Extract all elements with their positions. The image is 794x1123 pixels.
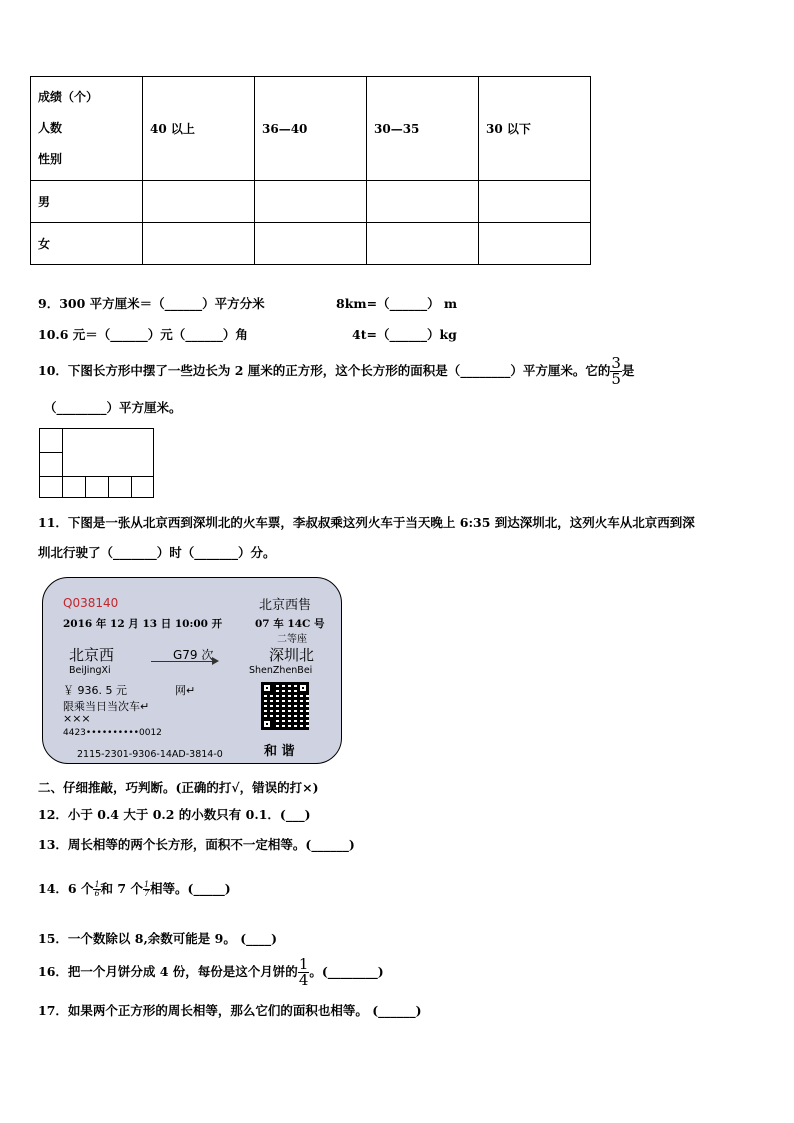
- column-header: 36—40: [255, 77, 367, 181]
- answer-blank[interactable]: ____: [246, 931, 272, 946]
- fraction: [610, 356, 622, 387]
- q9b-text: 10.6 元＝（: [38, 327, 111, 342]
- q14-text: ): [224, 881, 231, 896]
- q15-text: 15．一个数除以 8,余数可能是 9。 (: [38, 931, 247, 946]
- fraction-numerator: 1: [298, 955, 309, 973]
- ticket-office: 北京西售: [259, 598, 312, 613]
- fraction: [93, 881, 100, 898]
- question-16: [38, 957, 384, 988]
- header-line: 人数: [38, 121, 63, 135]
- q15-text: ): [271, 931, 278, 946]
- q9-text: 9．300 平方厘米＝（: [38, 296, 165, 311]
- square-cell: [108, 476, 132, 498]
- q9b-text: ）kg: [426, 327, 457, 342]
- column-header: 40 以上: [143, 77, 255, 181]
- answer-blank[interactable]: ______: [164, 296, 203, 311]
- question-13: [38, 835, 355, 853]
- fraction: [143, 881, 150, 898]
- ticket-passenger: ×××: [63, 712, 91, 725]
- question-10-line2: [44, 398, 182, 416]
- question-14: [38, 879, 231, 898]
- answer-blank[interactable]: _____: [193, 881, 225, 896]
- table-cell[interactable]: [479, 223, 591, 265]
- square-cell: [39, 452, 63, 477]
- question-12: [38, 805, 310, 823]
- ticket-code: Q038140: [63, 596, 119, 610]
- q10-text: 10．下图长方形中摆了一些边长为 2 厘米的正方形，这个长方形的面积是（: [38, 363, 461, 378]
- q10-text: ）平方厘米。: [106, 400, 182, 415]
- q9b-text: ）角: [222, 327, 248, 342]
- question-10: [38, 356, 634, 387]
- q16-text: 。(: [309, 964, 328, 979]
- answer-blank[interactable]: _______: [194, 545, 239, 560]
- answer-blank[interactable]: ______: [311, 837, 349, 852]
- table-row: [31, 181, 591, 223]
- ticket-serial: 2115-2301-9306-14AD-3814-0: [77, 749, 223, 760]
- header-line: 成绩（个）: [38, 90, 99, 104]
- square-cell: [85, 476, 109, 498]
- ticket-from-pinyin: BeiJingXi: [69, 665, 111, 676]
- score-table: [30, 76, 591, 265]
- square-cell: [62, 476, 86, 498]
- question-9b: [38, 325, 248, 343]
- answer-blank[interactable]: ______: [378, 1003, 416, 1018]
- q11-text: ）时（: [156, 545, 195, 560]
- q12-text: ): [304, 807, 311, 822]
- table-cell[interactable]: [143, 223, 255, 265]
- fraction-denominator: 5: [611, 370, 621, 388]
- train-ticket: [42, 577, 342, 764]
- q14-text: 相等。(: [150, 881, 194, 896]
- answer-blank[interactable]: _______: [113, 545, 157, 560]
- qr-code-icon: [261, 682, 309, 730]
- question-11: [38, 513, 695, 531]
- table-cell[interactable]: [367, 181, 479, 223]
- q14-text: 和 7 个: [100, 881, 143, 896]
- fraction-denominator: 7: [143, 889, 150, 898]
- q10-text: 是: [621, 363, 635, 378]
- fraction-denominator: 4: [298, 971, 309, 989]
- answer-blank[interactable]: ________: [56, 400, 107, 415]
- table-corner-header: [31, 77, 143, 181]
- table-cell[interactable]: [255, 223, 367, 265]
- q16-text: 16．把一个月饼分成 4 份，每份是这个月饼的: [38, 964, 298, 979]
- q11-text: ）分。: [238, 545, 276, 560]
- ticket-brand: 和 谐: [264, 744, 295, 759]
- answer-blank[interactable]: ______: [110, 327, 148, 342]
- answer-blank[interactable]: ______: [389, 327, 427, 342]
- ticket-to-pinyin: ShenZhenBei: [249, 665, 313, 676]
- question-9b-part2: [352, 325, 457, 343]
- answer-blank[interactable]: ___: [285, 807, 305, 822]
- q9-text: ）平方分米: [202, 296, 265, 311]
- ticket-train-number: G79 次: [173, 648, 214, 662]
- q11-text: 11．下图是一张从北京西到深圳北的火车票，李叔叔乘这列火车于当天晚上 6:35 到达深圳北，这列火车从北京西到深: [38, 515, 695, 530]
- answer-blank[interactable]: ________: [460, 363, 511, 378]
- question-11-line2: [38, 543, 276, 561]
- ticket-price: ￥ 936. 5 元: [63, 684, 127, 697]
- column-header: 30 以下: [479, 77, 591, 181]
- row-label: 女: [31, 223, 143, 265]
- q17-text: 17．如果两个正方形的周长相等，那么它们的面积也相等。 (: [38, 1003, 379, 1018]
- question-17: [38, 1001, 422, 1019]
- q9-text: 8km=（: [336, 296, 390, 311]
- answer-blank[interactable]: ________: [327, 964, 378, 979]
- ticket-to-station: 深圳北: [269, 646, 315, 664]
- square-cell: [39, 428, 63, 453]
- qr-finder: [261, 718, 273, 730]
- q13-text: 13．周长相等的两个长方形，面积不一定相等。(: [38, 837, 312, 852]
- q14-text: 14．6 个: [38, 881, 94, 896]
- square-cell: [131, 476, 154, 498]
- q10-text: ）平方厘米。它的: [510, 363, 611, 378]
- q11-text: 圳北行驶了（: [38, 545, 114, 560]
- q12-text: 12．小于 0.4 大于 0.2 的小数只有 0.1．(: [38, 807, 286, 822]
- question-9-part2: [336, 294, 457, 312]
- ticket-rule: 限乘当日当次车↵: [63, 700, 150, 713]
- table-cell[interactable]: [143, 181, 255, 223]
- ticket-id-number: 4423••••••••••0012: [63, 728, 162, 738]
- grid-line: [62, 428, 63, 477]
- ticket-from-station: 北京西: [69, 646, 115, 664]
- ticket-seat: 07 车 14C 号: [255, 618, 325, 630]
- ticket-net-mark: 网↵: [175, 684, 196, 697]
- ticket-class: 二等座: [277, 634, 307, 645]
- square-cell: [39, 476, 63, 498]
- row-label: 男: [31, 181, 143, 223]
- table-cell[interactable]: [367, 223, 479, 265]
- ticket-datetime: 2016 年 12 月 13 日 10:00 开: [63, 618, 223, 630]
- table-cell[interactable]: [479, 181, 591, 223]
- section-2-heading: 二、仔细推敲，巧判断。(正确的打√，错误的打×): [38, 780, 319, 795]
- table-row: [31, 223, 591, 265]
- q16-text: ): [377, 964, 384, 979]
- q17-text: ): [415, 1003, 422, 1018]
- q10-text: （: [44, 400, 57, 415]
- q9b-text: 4t=（: [352, 327, 390, 342]
- qr-finder: [261, 682, 273, 694]
- header-line: 性别: [38, 152, 63, 166]
- fraction: [298, 957, 310, 988]
- q13-text: ): [348, 837, 355, 852]
- fraction-numerator: 3: [611, 354, 621, 372]
- rectangle-squares-figure: [39, 428, 154, 498]
- arrow-right-icon: [151, 661, 217, 662]
- question-9: [38, 294, 265, 312]
- qr-finder: [297, 682, 309, 694]
- table-cell[interactable]: [255, 181, 367, 223]
- table-header-row: [31, 77, 591, 181]
- column-header: 30—35: [367, 77, 479, 181]
- answer-blank[interactable]: ______: [389, 296, 428, 311]
- fraction-denominator: 6: [94, 889, 100, 898]
- q9b-text: ）元（: [147, 327, 186, 342]
- fraction-numerator: 1: [94, 880, 100, 889]
- question-15: [38, 929, 277, 947]
- answer-blank[interactable]: ______: [185, 327, 223, 342]
- q9-text: ） m: [427, 296, 458, 311]
- fraction-numerator: 1: [143, 880, 150, 889]
